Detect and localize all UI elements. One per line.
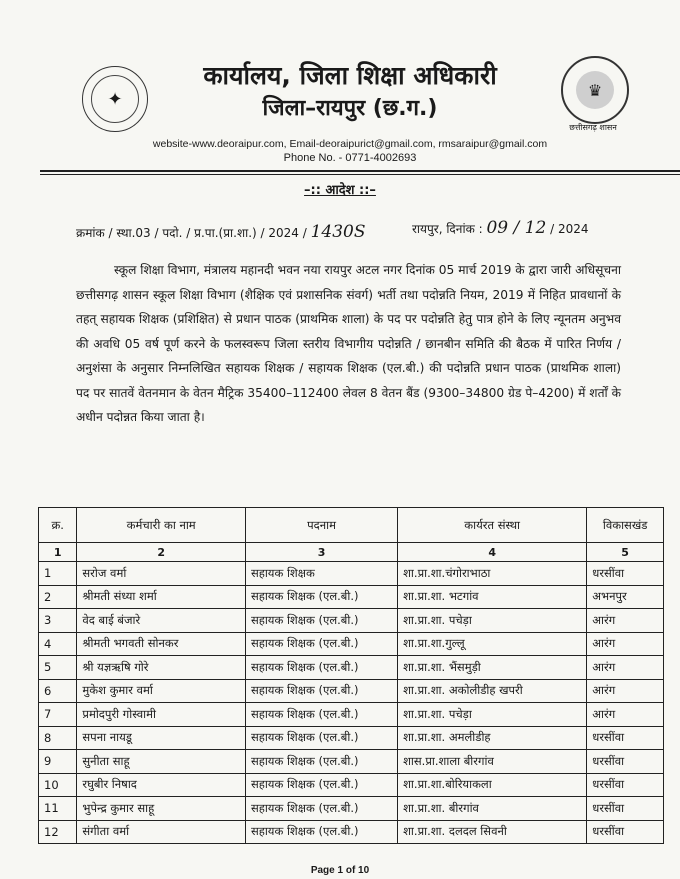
cell-institution: शा.प्रा.शा.बोरियाकला [398,773,587,797]
col-number: 2 [77,543,246,562]
cell-serial: 3 [39,609,77,633]
table-row [39,703,664,727]
cell-name: प्रमोदपुरी गोस्वामी [77,703,246,727]
table-row [39,750,664,774]
govt-caption: छत्तीसगढ़ शासन [569,123,617,132]
table-body [39,562,664,844]
cell-serial: 8 [39,726,77,750]
cell-block: धरसींवा [587,562,664,586]
table-number-row [39,543,664,562]
cell-institution: शास.प्रा.शाला बीरगांव [398,750,587,774]
cell-institution: शा.प्रा.शा.चंगोराभाठा [398,562,587,586]
cell-designation: सहायक शिक्षक (एल.बी.) [245,726,397,750]
cell-designation: सहायक शिक्षक [245,562,397,586]
phone-line: Phone No. - 0771-4002693 [283,152,417,164]
cell-block: धरसींवा [587,750,664,774]
reference-text: क्रमांक / स्था.03 / पदो. / प्र.पा.(प्रा.शा.) / 2024 / [76,226,307,240]
cell-serial: 4 [39,632,77,656]
cell-serial: 6 [39,679,77,703]
cell-institution: शा.प्रा.शा. भटगांव [398,585,587,609]
cell-designation: सहायक शिक्षक (एल.बी.) [245,632,397,656]
cell-serial: 10 [39,773,77,797]
cell-name: रघुबीर निषाद [77,773,246,797]
cell-block: धरसींवा [587,797,664,821]
header-designation: पदनाम [245,508,397,543]
col-number: 5 [587,543,664,562]
cell-designation: सहायक शिक्षक (एल.बी.) [245,585,397,609]
col-number: 1 [39,543,77,562]
cell-block: धरसींवा [587,726,664,750]
cell-institution: शा.प्रा.शा. अमलीडीह [398,726,587,750]
cell-designation: सहायक शिक्षक (एल.बी.) [245,679,397,703]
promotion-table [38,507,664,844]
header-serial: क्र. [39,508,77,543]
cell-block: आरंग [587,632,664,656]
cell-block: धरसींवा [587,820,664,844]
cell-name: श्रीमती भगवती सोनकर [77,632,246,656]
col-number: 3 [245,543,397,562]
table-row [39,609,664,633]
cell-designation: सहायक शिक्षक (एल.बी.) [245,609,397,633]
cell-serial: 12 [39,820,77,844]
cell-institution: शा.प्रा.शा. बीरगांव [398,797,587,821]
cell-block: आरंग [587,703,664,727]
cell-block: धरसींवा [587,773,664,797]
header-divider-thin [40,174,680,175]
order-body: स्कूल शिक्षा विभाग, मंत्रालय महानदी भवन नया रायपुर अटल नगर दिनांक 05 मार्च 2019 के द्वारा जारी अधिसूचना छत्तीसगढ़ शासन स्कूल शिक्षा विभाग (शैक्षिक एवं प्रशासनिक संवर्ग) भर्ती तथा पदोन्नति नियम, 2019 में निहित प्रावधानों के तहत् सहायक शिक्षक (प्रशिक्षित) से प्रधान पाठक (प्राथमिक शाला) के पद पर पदोन्नति हेतु पात्र होने के लिए न्यूनतम अनुभव की अवधि 05 वर्ष पूर्ण करने के फलस्वरूप जिला स्तरीय विभागीय पदोन्नति / छानबीन समिति की बैठक में पारित निर्णय / अनुशंसा के अनुसार निम्नलिखित सहायक शिक्षक / सहायक शिक्षक (एल.बी.) की पदोन्नति प्रधान पाठक (प्राथमिक शाला) पद पर सातवें वेतनमान के वेतन मैट्रिक 35400–112400 लेवल 8 वेतन बैंड (9300–34800 ग्रेड पे–4200) में शर्तों के अधीन पदोन्नत किया जाता है। [76,263,621,424]
page-number: Page 1 of 10 [310,865,370,876]
table-row [39,773,664,797]
cell-name: सरोज वर्मा [77,562,246,586]
contact-line: website-www.deoraipur.com, Email-deoraipurict@gmail.com, rmsaraipur@gmail.com [152,138,548,150]
header-name: कर्मचारी का नाम [77,508,246,543]
table-row [39,726,664,750]
cell-institution: शा.प्रा.शा. भैंसमुड़ी [398,656,587,680]
cell-serial: 9 [39,750,77,774]
reference-line [76,222,366,242]
cell-name: संगीता वर्मा [77,820,246,844]
reference-number: 1430S [310,222,366,242]
cell-designation: सहायक शिक्षक (एल.बी.) [245,703,397,727]
cell-name: मुकेश कुमार वर्मा [77,679,246,703]
date-handwritten: 09 / 12 [486,218,547,238]
date-prefix: रायपुर, दिनांक : [412,222,483,236]
cell-designation: सहायक शिक्षक (एल.बी.) [245,656,397,680]
table-header-row [39,508,664,543]
cell-serial: 1 [39,562,77,586]
cell-name: वेद बाई बंजारे [77,609,246,633]
cell-institution: शा.प्रा.शा. अकोलीडीह खपरी [398,679,587,703]
cell-institution: शा.प्रा.शा.गुल्लू [398,632,587,656]
cell-block: आरंग [587,609,664,633]
table-row [39,820,664,844]
cell-designation: सहायक शिक्षक (एल.बी.) [245,750,397,774]
cell-designation: सहायक शिक्षक (एल.बी.) [245,773,397,797]
cell-serial: 5 [39,656,77,680]
header-institution: कार्यरत संस्था [398,508,587,543]
table-row [39,679,664,703]
cell-block: अभनपुर [587,585,664,609]
cell-name: श्रीमती संध्या शर्मा [77,585,246,609]
state-emblem-icon: ♛ [561,56,629,124]
header-block: विकासखंड [587,508,664,543]
header-divider [40,170,680,172]
cell-name: सपना नायडू [77,726,246,750]
cell-designation: सहायक शिक्षक (एल.बी.) [245,797,397,821]
cell-block: आरंग [587,679,664,703]
education-seal-icon: ✦ [82,66,148,132]
cell-designation: सहायक शिक्षक (एल.बी.) [245,820,397,844]
cell-name: श्री यज्ञऋषि गोरे [77,656,246,680]
cell-name: भुपेन्द्र कुमार साहू [77,797,246,821]
cell-serial: 11 [39,797,77,821]
cell-institution: शा.प्रा.शा. पचेड़ा [398,703,587,727]
cell-name: सुनीता साहू [77,750,246,774]
order-heading: –:: आदेश ::– [304,183,376,198]
date-line [412,218,589,238]
office-title: कार्यालय, जिला शिक्षा अधिकारी [203,61,497,90]
table-row [39,632,664,656]
table-row [39,656,664,680]
cell-institution: शा.प्रा.शा. दलदल सिवनी [398,820,587,844]
cell-serial: 7 [39,703,77,727]
district-title: जिला–रायपुर (छ.ग.) [262,96,438,121]
col-number: 4 [398,543,587,562]
date-year: / 2024 [550,222,589,236]
cell-institution: शा.प्रा.शा. पचेड़ा [398,609,587,633]
table-row [39,585,664,609]
table-row [39,562,664,586]
table-row [39,797,664,821]
cell-block: आरंग [587,656,664,680]
cell-serial: 2 [39,585,77,609]
